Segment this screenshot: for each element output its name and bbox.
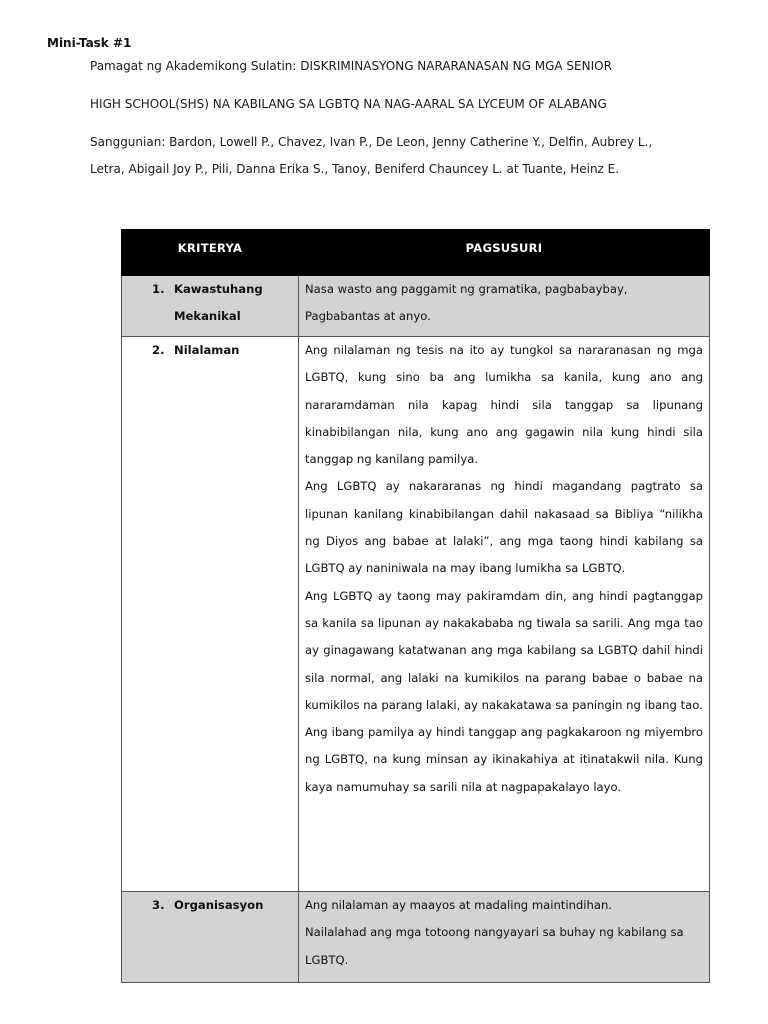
criterion-label: Nilalaman bbox=[174, 343, 240, 357]
evaluation-paragraph: Nailalahad ang mga totoong nangyayari sa buhay ng kabilang sa LGBTQ. bbox=[305, 925, 684, 967]
evaluation-cell bbox=[299, 337, 710, 892]
task-title: Mini-Task #1 bbox=[47, 36, 132, 50]
criterion-label: Kawastuhang bbox=[174, 282, 263, 296]
criterion-label-continued: Mekanikal bbox=[174, 309, 241, 323]
evaluation-cell bbox=[299, 892, 710, 983]
criterion-number: 2. bbox=[152, 343, 165, 357]
table-row bbox=[122, 892, 710, 983]
table-header-row bbox=[122, 230, 710, 276]
evaluation-paragraph: Nasa wasto ang paggamit ng gramatika, pagbabaybay, Pagbabantas at anyo. bbox=[305, 282, 628, 324]
reference-line-2: Letra, Abigail Joy P., Pili, Danna Erika S., Tanoy, Beniferd Chauncey L. at Tuante, Heinz E. bbox=[90, 162, 620, 176]
evaluation-table bbox=[121, 229, 710, 983]
criterion-label: Organisasyon bbox=[174, 898, 264, 912]
evaluation-paragraph: Ang nilalaman ay maayos at madaling maintindihan. bbox=[305, 898, 612, 912]
table-row bbox=[122, 337, 710, 892]
paper-title-line-2: HIGH SCHOOL(SHS) NA KABILANG SA LGBTQ NA NAG-AARAL SA LYCEUM OF ALABANG bbox=[90, 97, 607, 111]
evaluation-paragraph: Ang nilalaman ng tesis na ito ay tungkol sa nararanasan ng mga LGBTQ, kung sino ba ang lumikha sa kanila, kung ano ang nararamdaman nila kapag hindi sila tanggap sa lipunang kinabibilangan nila, kung ano ang gagawin nila kung hindi sila tanggap ng kanilang pamilya. bbox=[305, 343, 703, 467]
evaluation-paragraph: Ang LGBTQ ay taong may pakiramdam din, ang hindi pagtanggap sa kanila sa lipunan ay nakakababa ng tiwala sa sarili. Ang mga tao ay ginagawang katatwanan ang mga kabilang sa LGBTQ dahil hindi sila normal, ang lalaki na kumikilos na parang babae o babae na kumikilos na parang lalaki, ay nakakatawa sa paningin ng ibang tao. bbox=[305, 588, 703, 712]
criterion-cell bbox=[122, 892, 299, 983]
criterion-cell bbox=[122, 337, 299, 892]
criterion-cell bbox=[122, 276, 299, 337]
paper-title-line-1: Pamagat ng Akademikong Sulatin: DISKRIMINASYONG NARARANASAN NG MGA SENIOR bbox=[90, 59, 612, 73]
column-header-kriterya: KRITERYA bbox=[122, 230, 299, 276]
criterion-number: 1. bbox=[152, 282, 165, 296]
evaluation-paragraph: Ang LGBTQ ay nakararanas ng hindi magandang pagtrato sa lipunan kanilang kinabibilangan dahil nakasaad sa Bibliya “nilikha ng Diyos ang babae at lalaki”, ang mga taong hindi kabilang sa LGBTQ ay naniniwala na may ibang lumikha sa LGBTQ. bbox=[305, 479, 703, 576]
table-row bbox=[122, 276, 710, 337]
evaluation-cell bbox=[299, 276, 710, 337]
column-header-pagsusuri: PAGSUSURI bbox=[299, 230, 710, 276]
evaluation-paragraph: Ang ibang pamilya ay hindi tanggap ang pagkakaroon ng miyembro ng LGBTQ, na kung minsan ay ikinakahiya at itinatakwil nila. Kung kaya namumuhay sa sarili nila at nagpapakalayo layo. bbox=[305, 725, 703, 794]
criterion-number: 3. bbox=[152, 898, 165, 912]
reference-line-1: Sanggunian: Bardon, Lowell P., Chavez, Ivan P., De Leon, Jenny Catherine Y., Delfin, Aubrey L., bbox=[90, 135, 653, 149]
